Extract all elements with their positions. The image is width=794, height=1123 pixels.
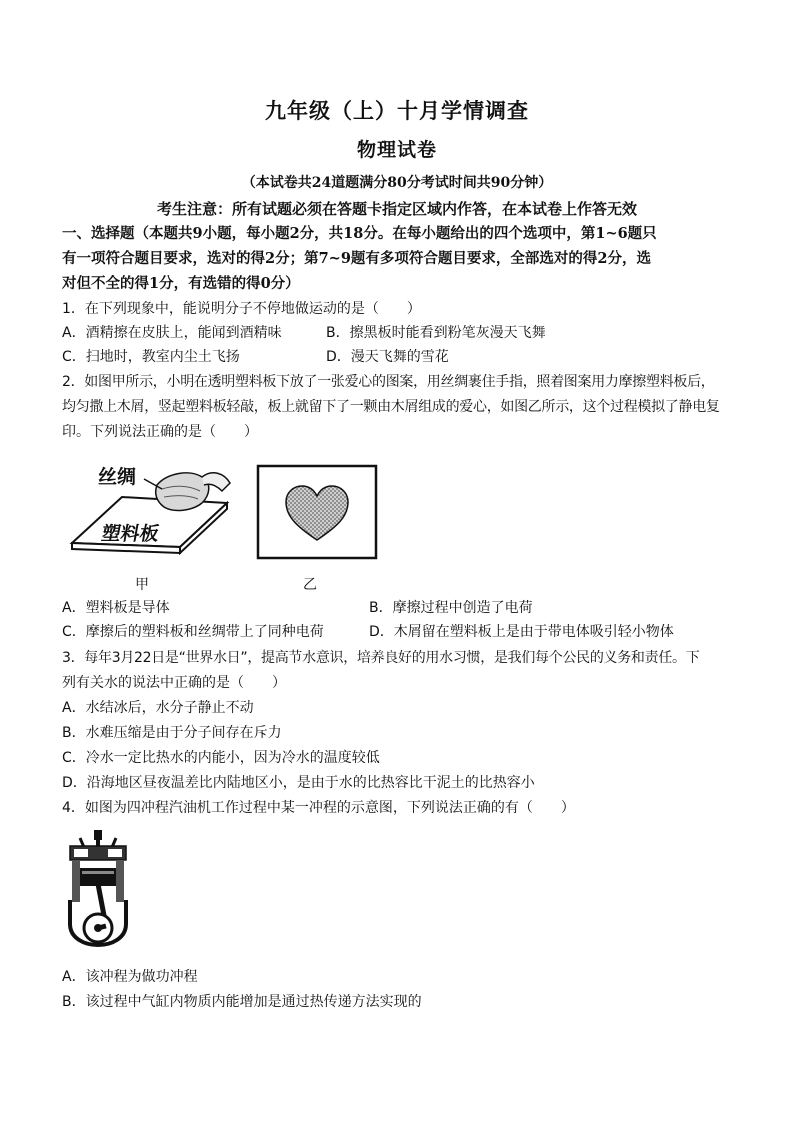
q1-option-a: A．酒精擦在皮肤上，能闻到酒精味 (62, 325, 282, 341)
exam-info: （本试卷共24道题满分80分考试时间共90分钟） (241, 175, 553, 191)
q1-option-d: D．漫天飞舞的雪花 (326, 349, 449, 365)
exam-notice: 考生注意：所有试题必须在答题卡指定区域内作答，在本试卷上作答无效 (156, 200, 637, 218)
section-heading-line3: 对但不全的得1分，有选错的得0分） (62, 275, 300, 292)
figure-heart-on-board (256, 464, 378, 560)
figure-four-stroke-engine (62, 828, 134, 958)
q4-option-a: A．该冲程为做功冲程 (62, 969, 198, 985)
exam-title: 九年级（上）十月学情调查 (265, 98, 529, 123)
q3-option-a: A．水结冰后，水分子静止不动 (62, 700, 254, 716)
q3-option-d: D．沿海地区昼夜温差比内陆地区小，是由于水的比热容比干泥土的比热容小 (62, 775, 535, 791)
q2-option-b: B．摩擦过程中创造了电荷 (369, 600, 533, 616)
q2-stem-line3: 印。下列说法正确的是（ ） (62, 424, 258, 440)
section-heading-line2: 有一项符合题目要求，选对的得2分；第7~9题有多项符合题目要求，全部选对的得2分，选 (62, 250, 652, 267)
q1-option-c: C．扫地时，教室内尘土飞扬 (62, 349, 240, 365)
q2-option-c: C．摩擦后的塑料板和丝绸带上了同种电荷 (62, 624, 324, 640)
q2-option-d: D．木屑留在塑料板上是由于带电体吸引轻小物体 (369, 624, 674, 640)
q4-stem: 4．如图为四冲程汽油机工作过程中某一冲程的示意图，下列说法正确的有（ ） (62, 800, 575, 816)
q2-option-a: A．塑料板是导体 (62, 600, 170, 616)
q3-option-c: C．冷水一定比热水的内能小，因为冷水的温度较低 (62, 750, 380, 766)
q3-stem-line2: 列有关水的说法中正确的是（ ） (62, 675, 286, 691)
q2-stem-line1: 2．如图甲所示，小明在透明塑料板下放了一张爱心的图案，用丝绸裹住手指，照着图案用力摩擦塑料板后， (62, 374, 715, 390)
q3-stem-line1: 3．每年3月22日是“世界水日”，提高节水意识，培养良好的用水习惯，是我们每个公民的义务和责任。下 (62, 650, 700, 666)
figure-caption-a: 甲 (135, 577, 149, 593)
figure-label-silk: 丝绸 (98, 466, 137, 488)
figure-caption-b: 乙 (303, 577, 317, 593)
figure-label-board: 塑料板 (99, 523, 161, 545)
q3-option-b: B．水难压缩是由于分子间存在斥力 (62, 725, 282, 741)
q4-option-b: B．该过程中气缸内物质内能增加是通过热传递方法实现的 (62, 994, 422, 1010)
section-heading-line1: 一、选择题（本题共9小题，每小题2分，共18分。在每小题给出的四个选项中，第1~6题只 (62, 225, 657, 242)
q1-option-b: B．擦黑板时能看到粉笔灰漫天飞舞 (326, 325, 546, 341)
exam-subject: 物理试卷 (356, 139, 437, 161)
q1-stem: 1．在下列现象中，能说明分子不停地做运动的是（ ） (62, 301, 421, 317)
q2-stem-line2: 均匀撒上木屑，竖起塑料板轻敲，板上就留下了一颗由木屑组成的爱心，如图乙所示，这个过程模拟了静电复 (62, 399, 720, 415)
